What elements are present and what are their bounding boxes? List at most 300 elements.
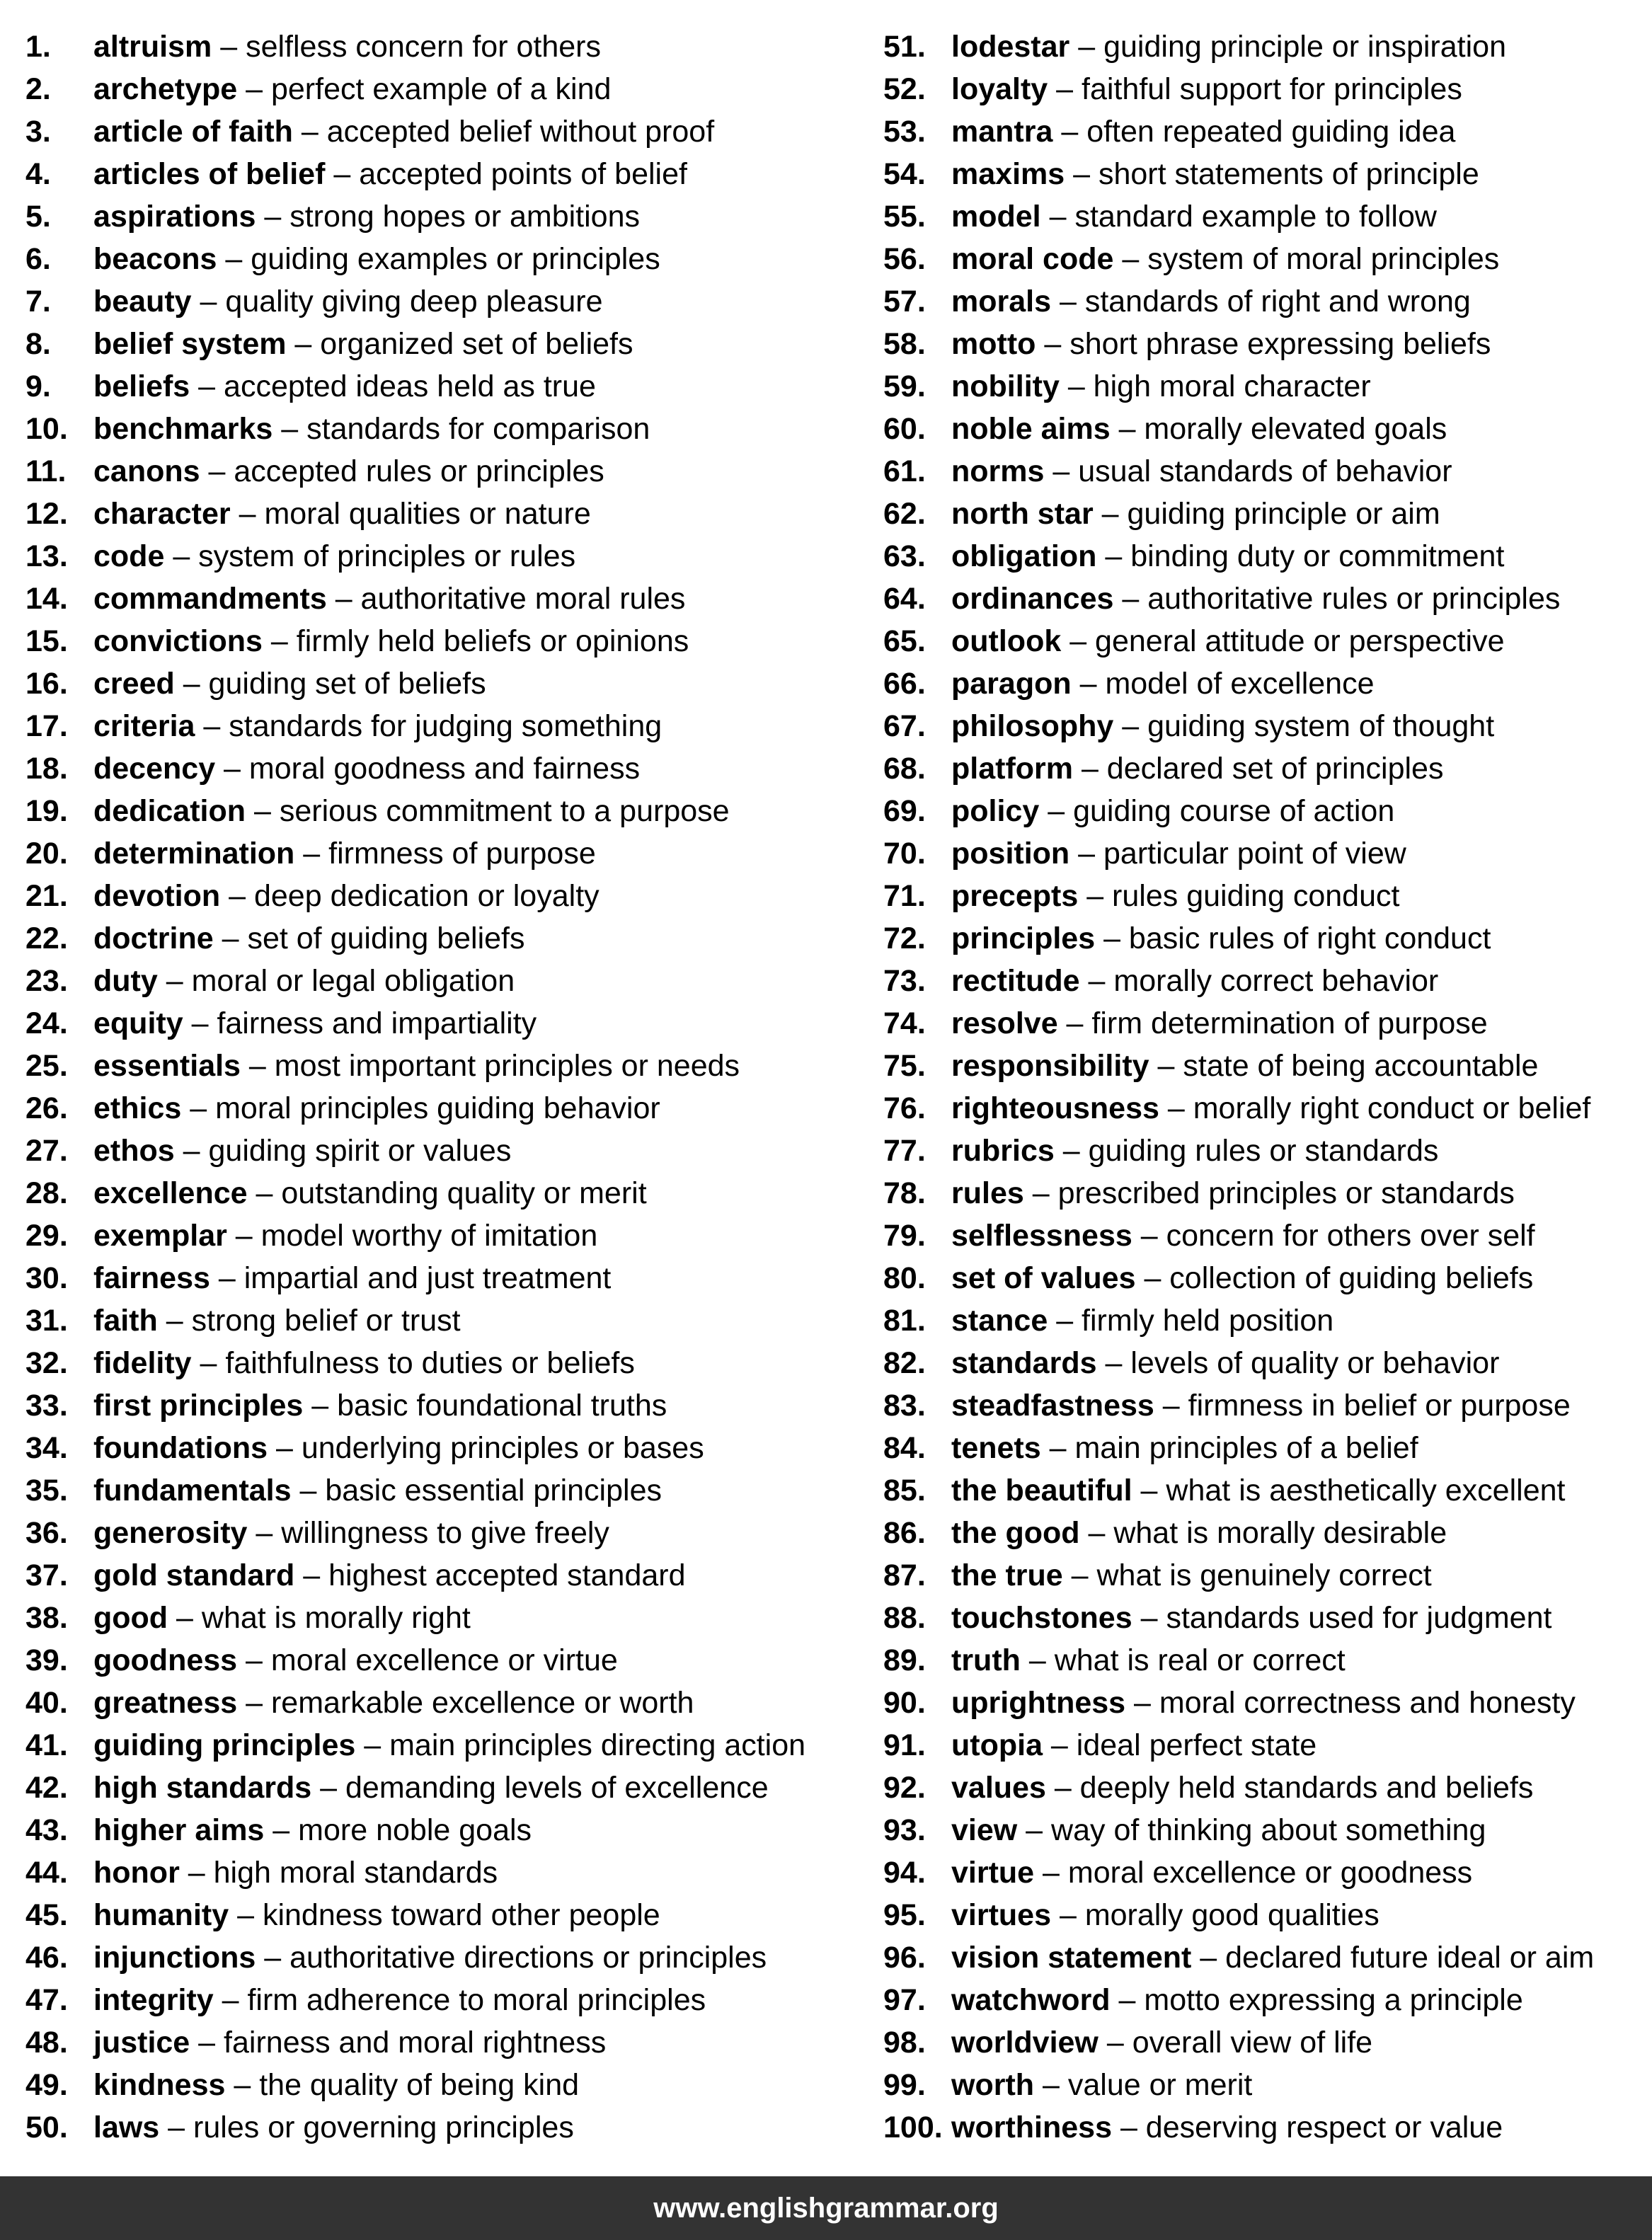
item-number: 1. [25,30,51,64]
item-definition: – moral correctness and honesty [1125,1686,1576,1720]
item-definition: – main principles of a belief [1040,1431,1418,1465]
item-term: decency [93,752,216,786]
item-number: 33. [25,1389,68,1423]
item-term: responsibility [951,1049,1149,1083]
item-term: justice [93,2026,190,2060]
item-term: view [951,1813,1018,1847]
item-term: belief system [93,327,287,361]
item-number: 41. [25,1728,68,1762]
item-term: aspirations [93,200,256,234]
item-number: 73. [883,964,926,998]
list-item [883,1979,1652,2021]
item-number: 91. [883,1728,926,1762]
item-term: ethics [93,1091,182,1125]
list-item [25,1299,839,1342]
list-item [25,1936,839,1979]
item-number: 93. [883,1813,926,1847]
item-number: 84. [883,1431,926,1465]
item-term: humanity [93,1898,229,1932]
item-number: 87. [883,1558,926,1592]
item-term: platform [951,752,1073,786]
item-term: character [93,497,231,531]
item-number: 52. [883,72,926,106]
item-number: 12. [25,497,68,531]
item-definition: – quality giving deep pleasure [191,285,603,318]
item-definition: – moral goodness and fairness [215,752,641,786]
list-item [883,1597,1652,1639]
list-item [883,1384,1652,1427]
item-number: 19. [25,794,68,828]
item-definition: – authoritative rules or principles [1113,582,1561,616]
item-number: 72. [883,921,926,955]
item-number: 36. [25,1516,68,1550]
item-term: lodestar [951,30,1070,64]
item-term: virtues [951,1898,1052,1932]
item-number: 45. [25,1898,68,1932]
footer-banner [0,2176,1652,2240]
item-term: dedication [93,794,246,828]
item-number: 67. [883,709,926,743]
item-term: excellence [93,1176,248,1210]
list-item [883,25,1652,68]
item-term: philosophy [951,709,1114,743]
item-number: 17. [25,709,68,743]
list-item [25,1342,839,1384]
item-definition: – guiding principle or inspiration [1069,30,1506,64]
item-definition: – binding duty or commitment [1096,539,1505,573]
item-number: 79. [883,1219,926,1253]
item-definition: – collection of guiding beliefs [1135,1261,1534,1295]
item-number: 7. [25,285,51,318]
item-definition: – short statements of principle [1065,157,1479,191]
word-list-column-right [883,25,1652,2149]
list-item [883,1257,1652,1299]
list-item [25,1724,839,1767]
item-definition: – declared future ideal or aim [1191,1941,1595,1975]
item-definition: – kindness toward other people [229,1898,660,1932]
item-number: 82. [883,1346,926,1380]
item-definition: – what is aesthetically excellent [1132,1474,1566,1507]
item-term: the true [951,1558,1063,1592]
item-definition: – deeply held standards and beliefs [1045,1771,1534,1805]
item-definition: – value or merit [1034,2068,1253,2102]
item-definition: – moral or legal obligation [157,964,515,998]
list-item [883,1427,1652,1469]
item-definition: – overall view of life [1098,2026,1373,2060]
item-term: touchstones [951,1601,1132,1635]
item-number: 86. [883,1516,926,1550]
item-definition: – basic essential principles [291,1474,662,1507]
item-number: 58. [883,327,926,361]
item-definition: – firm determination of purpose [1057,1006,1488,1040]
list-item [25,1682,839,1724]
item-term: paragon [951,667,1072,701]
list-item [25,1172,839,1214]
item-term: ordinances [951,582,1114,616]
item-definition: – guiding spirit or values [174,1134,512,1168]
item-number: 8. [25,327,51,361]
item-definition: – fairness and moral rightness [190,2026,607,2060]
item-number: 11. [25,454,67,488]
item-term: maxims [951,157,1065,191]
list-item [25,238,839,280]
item-term: precepts [951,879,1079,913]
list-item [883,1087,1652,1130]
item-definition: – what is real or correct [1020,1643,1346,1677]
item-definition: – outstanding quality or merit [247,1176,647,1210]
list-item [25,1979,839,2021]
list-item [883,535,1652,578]
item-term: determination [93,837,295,871]
item-term: beauty [93,285,192,318]
list-item [883,1469,1652,1512]
item-number: 57. [883,285,926,318]
item-term: higher aims [93,1813,265,1847]
item-number: 15. [25,624,68,658]
item-term: generosity [93,1516,248,1550]
item-term: kindness [93,2068,226,2102]
item-term: injunctions [93,1941,256,1975]
item-number: 32. [25,1346,68,1380]
item-number: 64. [883,582,926,616]
item-term: code [93,539,165,573]
list-item [883,238,1652,280]
item-term: policy [951,794,1040,828]
item-term: rectitude [951,964,1080,998]
item-definition: – system of principles or rules [164,539,576,573]
item-term: worldview [951,2026,1099,2060]
list-item [883,1809,1652,1851]
item-term: integrity [93,1983,214,2017]
list-item [883,1002,1652,1045]
list-item [25,1214,839,1257]
item-number: 44. [25,1856,68,1890]
item-number: 92. [883,1771,926,1805]
item-term: rubrics [951,1134,1055,1168]
list-item [883,875,1652,917]
list-item [25,195,839,238]
list-item [25,280,839,323]
item-definition: – way of thinking about something [1017,1813,1486,1847]
list-item [883,450,1652,493]
list-item [25,960,839,1002]
item-term: exemplar [93,1219,227,1253]
item-number: 2. [25,72,51,106]
item-term: commandments [93,582,327,616]
item-term: doctrine [93,921,214,955]
list-item [883,1767,1652,1809]
list-item [25,323,839,365]
list-item [883,1512,1652,1554]
list-item [883,1682,1652,1724]
item-definition: – standards for comparison [273,412,650,446]
item-definition: – guiding set of beliefs [174,667,486,701]
list-item [883,408,1652,450]
list-item [883,620,1652,662]
list-item [883,917,1652,960]
item-number: 61. [883,454,926,488]
item-definition: – the quality of being kind [225,2068,580,2102]
list-item [25,1087,839,1130]
footer-website-link[interactable]: www.englishgrammar.org [653,2193,999,2224]
item-term: faith [93,1304,158,1338]
item-term: obligation [951,539,1097,573]
list-item [25,1851,839,1894]
list-item [883,110,1652,153]
item-definition: – guiding principle or aim [1093,497,1440,531]
item-number: 16. [25,667,68,701]
list-item [25,25,839,68]
item-number: 24. [25,1006,68,1040]
item-term: benchmarks [93,412,273,446]
list-item [883,1936,1652,1979]
list-item [25,1130,839,1172]
item-definition: – system of moral principles [1113,242,1500,276]
item-term: ethos [93,1134,175,1168]
item-definition: – model of excellence [1071,667,1375,701]
list-item [883,747,1652,790]
item-number: 59. [883,369,926,403]
list-item [883,1299,1652,1342]
item-definition: – firmly held position [1048,1304,1334,1338]
item-definition: – moral principles guiding behavior [181,1091,660,1125]
list-item [883,790,1652,832]
item-number: 6. [25,242,51,276]
item-number: 69. [883,794,926,828]
item-number: 5. [25,200,51,234]
item-definition: – levels of quality or behavior [1096,1346,1500,1380]
item-term: canons [93,454,200,488]
item-definition: – perfect example of a kind [237,72,612,106]
item-number: 63. [883,539,926,573]
item-number: 37. [25,1558,68,1592]
list-item [25,1469,839,1512]
list-item [883,1724,1652,1767]
item-definition: – often repeated guiding idea [1052,115,1456,149]
list-item [25,917,839,960]
item-term: fidelity [93,1346,192,1380]
item-number: 14. [25,582,68,616]
list-item [25,2021,839,2064]
item-definition: – organized set of beliefs [286,327,633,361]
item-term: outlook [951,624,1062,658]
item-number: 70. [883,837,926,871]
item-number: 99. [883,2068,926,2102]
item-definition: – moral excellence or virtue [237,1643,618,1677]
item-term: equity [93,1006,183,1040]
item-term: creed [93,667,175,701]
item-definition: – prescribed principles or standards [1023,1176,1515,1210]
list-item [883,365,1652,408]
item-definition: – deep dedication or loyalty [220,879,600,913]
item-term: loyalty [951,72,1048,106]
item-definition: – standards used for judgment [1132,1601,1552,1635]
item-term: position [951,837,1070,871]
item-term: foundations [93,1431,268,1465]
list-item [883,578,1652,620]
item-definition: – faithfulness to duties or beliefs [191,1346,635,1380]
item-number: 13. [25,539,68,573]
item-definition: – impartial and just treatment [210,1261,612,1295]
item-number: 9. [25,369,51,403]
item-definition: – standards for judging something [195,709,662,743]
list-item [25,790,839,832]
item-number: 60. [883,412,926,446]
item-number: 66. [883,667,926,701]
item-term: resolve [951,1006,1058,1040]
item-term: tenets [951,1431,1041,1465]
item-number: 94. [883,1856,926,1890]
item-number: 10. [25,412,68,446]
list-item [883,1045,1652,1087]
item-term: beacons [93,242,217,276]
item-number: 20. [25,837,68,871]
item-definition: – accepted rules or principles [200,454,604,488]
item-number: 48. [25,2026,68,2060]
item-definition: – motto expressing a principle [1110,1983,1523,2017]
list-item [25,493,839,535]
item-number: 22. [25,921,68,955]
item-definition: – state of being accountable [1149,1049,1539,1083]
item-definition: – authoritative directions or principles [256,1941,767,1975]
item-term: devotion [93,879,221,913]
list-item [25,1427,839,1469]
item-definition: – selfless concern for others [212,30,601,64]
list-item [25,1002,839,1045]
item-term: guiding principles [93,1728,356,1762]
item-definition: – most important principles or needs [240,1049,740,1083]
list-item [25,1894,839,1936]
item-term: convictions [93,624,263,658]
list-item [25,705,839,747]
item-definition: – guiding examples or principles [217,242,660,276]
item-term: article of faith [93,115,293,149]
item-term: mantra [951,115,1053,149]
item-definition: – standards of right and wrong [1051,285,1471,318]
item-definition: – firm adherence to moral principles [213,1983,706,2017]
item-definition: – firmness in belief or purpose [1154,1389,1571,1423]
item-term: righteousness [951,1091,1159,1125]
item-number: 71. [883,879,926,913]
item-term: fundamentals [93,1474,292,1507]
item-number: 34. [25,1431,68,1465]
item-number: 74. [883,1006,926,1040]
item-number: 42. [25,1771,68,1805]
item-number: 26. [25,1091,68,1125]
item-definition: – main principles directing action [355,1728,806,1762]
item-number: 83. [883,1389,926,1423]
item-definition: – strong belief or trust [157,1304,461,1338]
item-definition: – what is morally right [168,1601,471,1635]
item-term: principles [951,921,1096,955]
item-number: 75. [883,1049,926,1083]
item-number: 40. [25,1686,68,1720]
item-number: 56. [883,242,926,276]
list-item [883,1894,1652,1936]
item-number: 38. [25,1601,68,1635]
item-definition: – set of guiding beliefs [213,921,525,955]
list-item [883,68,1652,110]
item-definition: – general attitude or perspective [1061,624,1505,658]
item-term: selflessness [951,1219,1132,1253]
item-definition: – rules or governing principles [159,2110,574,2144]
item-number: 53. [883,115,926,149]
list-item [25,408,839,450]
item-number: 76. [883,1091,926,1125]
item-definition: – what is genuinely correct [1062,1558,1432,1592]
item-definition: – guiding system of thought [1113,709,1495,743]
item-term: steadfastness [951,1389,1154,1423]
item-number: 88. [883,1601,926,1635]
list-item [25,1597,839,1639]
list-item [25,662,839,705]
item-definition: – strong hopes or ambitions [256,200,640,234]
item-term: criteria [93,709,195,743]
list-item [883,960,1652,1002]
item-number: 46. [25,1941,68,1975]
item-definition: – morally right conduct or belief [1159,1091,1591,1125]
item-term: values [951,1771,1046,1805]
list-item [883,280,1652,323]
item-number: 25. [25,1049,68,1083]
item-number: 98. [883,2026,926,2060]
item-number: 54. [883,157,926,191]
item-term: good [93,1601,168,1635]
list-item [883,323,1652,365]
list-item [883,662,1652,705]
item-definition: – ideal perfect state [1042,1728,1317,1762]
item-number: 43. [25,1813,68,1847]
list-item [25,1045,839,1087]
item-definition: – morally good qualities [1051,1898,1379,1932]
item-definition: – high moral standards [179,1856,498,1890]
item-term: norms [951,454,1045,488]
item-term: model [951,200,1041,234]
list-item [883,2064,1652,2106]
list-item [25,110,839,153]
item-definition: – accepted points of belief [325,157,687,191]
item-term: utopia [951,1728,1043,1762]
list-item [883,1851,1652,1894]
list-item [883,493,1652,535]
item-number: 29. [25,1219,68,1253]
list-item [25,450,839,493]
item-term: gold standard [93,1558,295,1592]
item-number: 30. [25,1261,68,1295]
item-term: essentials [93,1049,241,1083]
list-item [25,1257,839,1299]
list-item [883,705,1652,747]
item-number: 28. [25,1176,68,1210]
item-term: honor [93,1856,180,1890]
item-term: truth [951,1643,1021,1677]
item-term: the good [951,1516,1080,1550]
item-definition: – declared set of principles [1073,752,1444,786]
list-item [25,1384,839,1427]
list-item [25,68,839,110]
item-term: motto [951,327,1036,361]
item-number: 97. [883,1983,926,2017]
item-number: 95. [883,1898,926,1932]
item-term: goodness [93,1643,238,1677]
list-item [25,2106,839,2149]
item-definition: – standard example to follow [1040,200,1437,234]
item-definition: – what is morally desirable [1079,1516,1447,1550]
item-definition: – demanding levels of excellence [311,1771,769,1805]
item-number: 39. [25,1643,68,1677]
item-number: 21. [25,879,68,913]
item-number: 78. [883,1176,926,1210]
